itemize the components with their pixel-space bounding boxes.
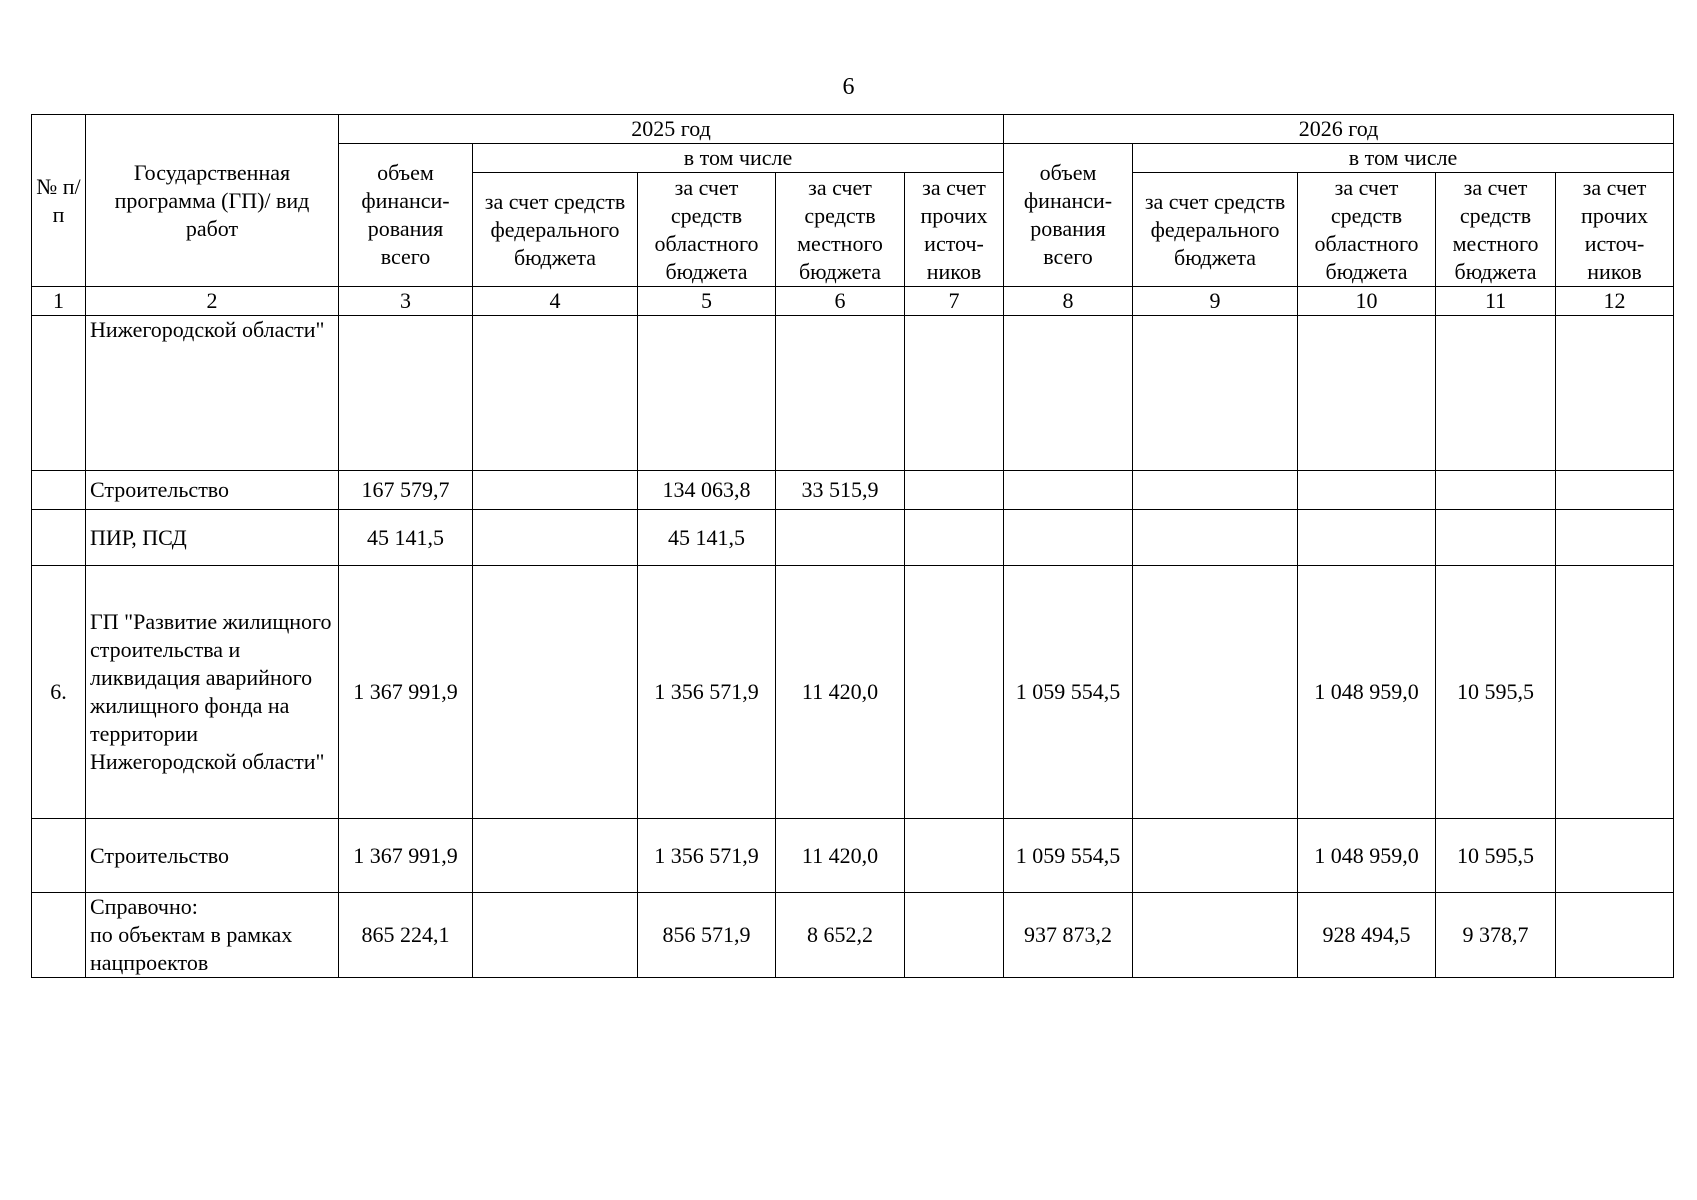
cell-total-2026: 937 873,2: [1004, 893, 1133, 978]
header-regional-2025: за счет средств областного бюджета: [638, 173, 776, 287]
cell-local-2025: [776, 510, 905, 566]
cell-federal-2026: [1133, 819, 1298, 893]
row-name-line1: Справочно:: [90, 894, 198, 919]
page-number: 6: [842, 74, 855, 100]
cell-other-2026: [1556, 510, 1674, 566]
header-year-2026: 2026 год: [1004, 115, 1674, 144]
table-row: [32, 893, 1674, 978]
table-row: [32, 316, 1674, 471]
table-row: [32, 510, 1674, 566]
header-other-2025: за счет прочих источ-ников: [905, 173, 1004, 287]
cell-federal-2026: [1133, 471, 1298, 510]
cell-regional-2025: 45 141,5: [638, 510, 776, 566]
table-row: [32, 471, 1674, 510]
cell-regional-2026: [1298, 316, 1436, 471]
column-number: 3: [339, 287, 473, 316]
cell-other-2026: [1556, 893, 1674, 978]
cell-federal-2025: [473, 510, 638, 566]
row-name: Нижегородской области": [86, 316, 339, 471]
cell-regional-2026: 1 048 959,0: [1298, 819, 1436, 893]
column-number: 6: [776, 287, 905, 316]
cell-local-2025: 8 652,2: [776, 893, 905, 978]
cell-federal-2026: [1133, 566, 1298, 819]
header-regional-2026: за счет средств областного бюджета: [1298, 173, 1436, 287]
row-name: ГП "Развитие жилищного строительства и ликвидация аварийного жилищного фонда на территории Нижегородской области": [86, 566, 339, 819]
cell-federal-2025: [473, 471, 638, 510]
cell-regional-2026: [1298, 471, 1436, 510]
cell-local-2026: [1436, 316, 1556, 471]
cell-other-2026: [1556, 316, 1674, 471]
cell-total-2025: 45 141,5: [339, 510, 473, 566]
cell-local-2025: [776, 316, 905, 471]
cell-total-2025: 1 367 991,9: [339, 819, 473, 893]
column-number: 2: [86, 287, 339, 316]
header-program: Государственная программа (ГП)/ вид работ: [86, 115, 339, 287]
cell-other-2026: [1556, 471, 1674, 510]
cell-federal-2025: [473, 819, 638, 893]
header-local-2026: за счет средств местного бюджета: [1436, 173, 1556, 287]
header-other-2026: за счет прочих источ-ников: [1556, 173, 1674, 287]
header-num: № п/п: [32, 115, 86, 287]
cell-federal-2025: [473, 316, 638, 471]
cell-federal-2026: [1133, 316, 1298, 471]
cell-total-2026: 1 059 554,5: [1004, 819, 1133, 893]
cell-total-2025: 167 579,7: [339, 471, 473, 510]
header-total-2026: объем финанси-рования всего: [1004, 144, 1133, 287]
column-number: 12: [1556, 287, 1674, 316]
cell-other-2025: [905, 510, 1004, 566]
cell-regional-2025: 134 063,8: [638, 471, 776, 510]
cell-federal-2026: [1133, 893, 1298, 978]
header-including-2025: в том числе: [473, 144, 1004, 173]
cell-regional-2026: 1 048 959,0: [1298, 566, 1436, 819]
header-federal-2026: за счет средств федерального бюджета: [1133, 173, 1298, 287]
cell-other-2025: [905, 893, 1004, 978]
cell-regional-2025: 1 356 571,9: [638, 819, 776, 893]
column-number: 1: [32, 287, 86, 316]
row-num: [32, 819, 86, 893]
cell-local-2026: 9 378,7: [1436, 893, 1556, 978]
column-number: 9: [1133, 287, 1298, 316]
cell-local-2026: [1436, 510, 1556, 566]
column-number: 11: [1436, 287, 1556, 316]
table-row: [32, 566, 1674, 819]
cell-local-2026: [1436, 471, 1556, 510]
cell-local-2025: 11 420,0: [776, 566, 905, 819]
header-federal-2025: за счет средств федерального бюджета: [473, 173, 638, 287]
cell-total-2025: [339, 316, 473, 471]
cell-total-2025: 1 367 991,9: [339, 566, 473, 819]
row-name: Строительство: [86, 819, 339, 893]
row-name: ПИР, ПСД: [86, 510, 339, 566]
cell-total-2026: 1 059 554,5: [1004, 566, 1133, 819]
column-number-row: [32, 287, 1674, 316]
header-total-2025: объем финанси-рования всего: [339, 144, 473, 287]
cell-local-2025: 33 515,9: [776, 471, 905, 510]
cell-other-2025: [905, 819, 1004, 893]
column-number: 8: [1004, 287, 1133, 316]
row-name: [86, 893, 339, 978]
cell-other-2026: [1556, 819, 1674, 893]
cell-federal-2026: [1133, 510, 1298, 566]
row-num: [32, 893, 86, 978]
cell-other-2026: [1556, 566, 1674, 819]
cell-total-2026: [1004, 510, 1133, 566]
cell-other-2025: [905, 471, 1004, 510]
cell-regional-2025: 856 571,9: [638, 893, 776, 978]
column-number: 4: [473, 287, 638, 316]
row-name-line2: по объектам в рамках нацпроектов: [90, 922, 293, 975]
cell-regional-2025: [638, 316, 776, 471]
cell-regional-2025: 1 356 571,9: [638, 566, 776, 819]
cell-federal-2025: [473, 893, 638, 978]
cell-federal-2025: [473, 566, 638, 819]
cell-total-2026: [1004, 471, 1133, 510]
cell-local-2026: 10 595,5: [1436, 566, 1556, 819]
cell-other-2025: [905, 316, 1004, 471]
cell-regional-2026: [1298, 510, 1436, 566]
row-num: 6.: [32, 566, 86, 819]
row-num: [32, 316, 86, 471]
row-num: [32, 510, 86, 566]
cell-local-2026: 10 595,5: [1436, 819, 1556, 893]
cell-total-2025: 865 224,1: [339, 893, 473, 978]
header-including-2026: в том числе: [1133, 144, 1674, 173]
column-number: 5: [638, 287, 776, 316]
row-num: [32, 471, 86, 510]
cell-total-2026: [1004, 316, 1133, 471]
table-row: [32, 819, 1674, 893]
cell-local-2025: 11 420,0: [776, 819, 905, 893]
financing-table: [31, 114, 1674, 978]
header-local-2025: за счет средств местного бюджета: [776, 173, 905, 287]
column-number: 10: [1298, 287, 1436, 316]
header-year-2025: 2025 год: [339, 115, 1004, 144]
row-name: Строительство: [86, 471, 339, 510]
cell-regional-2026: 928 494,5: [1298, 893, 1436, 978]
cell-other-2025: [905, 566, 1004, 819]
column-number: 7: [905, 287, 1004, 316]
